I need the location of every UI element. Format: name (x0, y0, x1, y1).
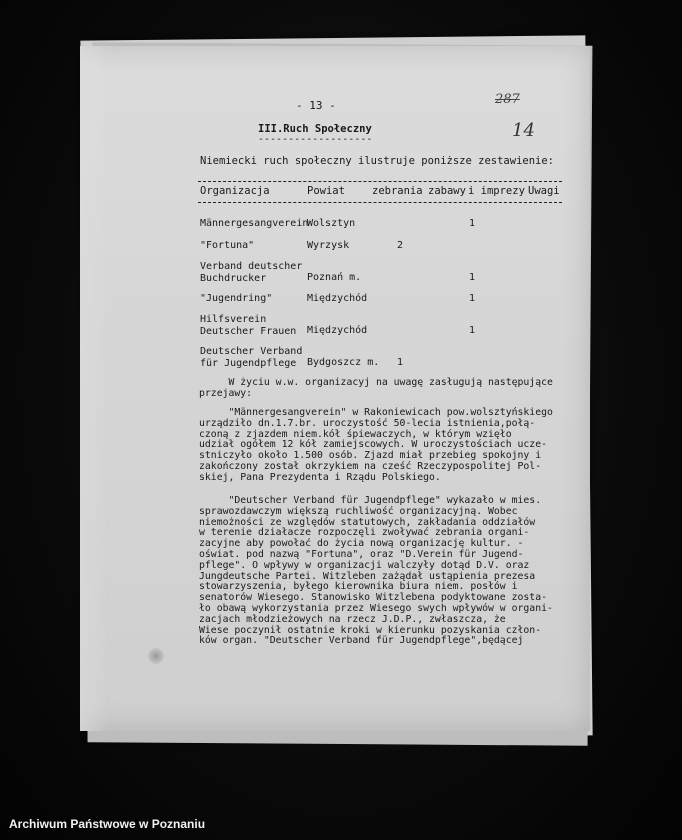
table-row-zebrania: 2 (397, 240, 404, 251)
table-row-zabawy: 1 (469, 272, 476, 283)
header-imprezy: i imprezy (468, 185, 525, 197)
table-row-zabawy: 1 (469, 325, 476, 336)
page-number: - 13 - (296, 99, 336, 112)
table-row-powiat: Międzychód (307, 325, 368, 336)
table-row-org: "Fortuna" (200, 240, 255, 251)
paragraph-mannergesangverein: "Männergesangverein" w Rakoniewicach pow.wolsztyńskiego urządziło dn.1.7.br. uroczystość 50-lecia istnienia,połą- czoną z zjazdem niem.kół śpiewaczych, w którym wzięło udział ogółem 12 kół zamiejscowych. W uroczystościach ucze- stniczyło około 1.500 osób. Zjazd miał przebieg spokojny i zakończony został okrzykiem na cześć Rzeczypospolitej Pol- skiej, Pana Prezydenta i Rządu Polskiego. (199, 407, 553, 483)
archive-watermark: Archiwum Państwowe w Poznaniu (9, 817, 206, 831)
paper-stain (148, 648, 164, 664)
table-row-powiat: Poznań m. (307, 272, 362, 283)
paragraph-jugendpflege: "Deutscher Verband für Jugendpflege" wykazało w mies. sprawozdawczym większą ruchliwość organizacyjną. Wobec niemożności ze względów statutowych, zakładania oddziałów w terenie działacze rozpoczęli zwoływać zebrania organi- zacyjne aby powołać do życia nową organizację kultur. - oświat. pod nazwą "Fortuna", oraz "D.Verein für Jugend- pflege". O wpływy w organizacji walczyły dotąd D.V. oraz Jungdeutsche Partei. Witzleben zażądał ustąpienia prezesa stowarzyszenia, byłego kierownika biura niem. posłów i senatorów Wiesego. Stanowisko Witzlebena podyktowane zosta- ło obawą wykorzystania przez Wiesego swych wpływów w organi- zacjach młodzieżowych na rzecz J.D.P., zwłaszcza, że Wiese poczynił ostatnie kroki w kierunku pozyskania człon- ków organ. "Deutscher Verband für Jugendpflege",będącej (199, 495, 553, 647)
table-row-powiat: Bydgoszcz m. (307, 357, 380, 368)
table-row-zabawy: 1 (469, 293, 476, 304)
header-powiat: Powiat (307, 185, 345, 197)
header-uwagi: Uwagi (528, 185, 560, 197)
table-row-org: Hilfsverein Deutscher Frauen (200, 314, 297, 337)
table-row-zabawy: 1 (469, 218, 476, 229)
table-row-powiat: Wyrzysk (307, 240, 350, 251)
section-title-underline: ------------------- (258, 134, 373, 145)
header-zabawy: zabawy (428, 185, 466, 197)
section-title: III.Ruch Społeczny (258, 123, 372, 135)
header-zebrania: zebrania (372, 185, 423, 197)
table-row-powiat: Międzychód (307, 293, 368, 304)
table-row-org: Deutscher Verband für Jugendpflege (200, 346, 303, 369)
table-rule-bottom (198, 202, 562, 203)
header-organizacja: Organizacja (200, 185, 270, 197)
table-row-org: "Jugendring" (200, 293, 273, 304)
table-row-zebrania: 1 (397, 357, 404, 368)
table-row-org: Männergesangverein (200, 218, 309, 229)
table-row-org: Verband deutscher Buchdrucker (200, 261, 303, 284)
table-rule-top (198, 181, 562, 182)
handwritten-old-page-number: 287 (495, 92, 520, 107)
handwritten-page-number: 14 (512, 120, 535, 141)
intro-sentence: Niemiecki ruch społeczny ilustruje poniższe zestawienie: (200, 155, 555, 167)
table-row-powiat: Wolsztyn (307, 218, 356, 229)
paragraph-intro: W życiu w.w. organizacyj na uwagę zasługują następujące przejawy: (199, 377, 553, 399)
